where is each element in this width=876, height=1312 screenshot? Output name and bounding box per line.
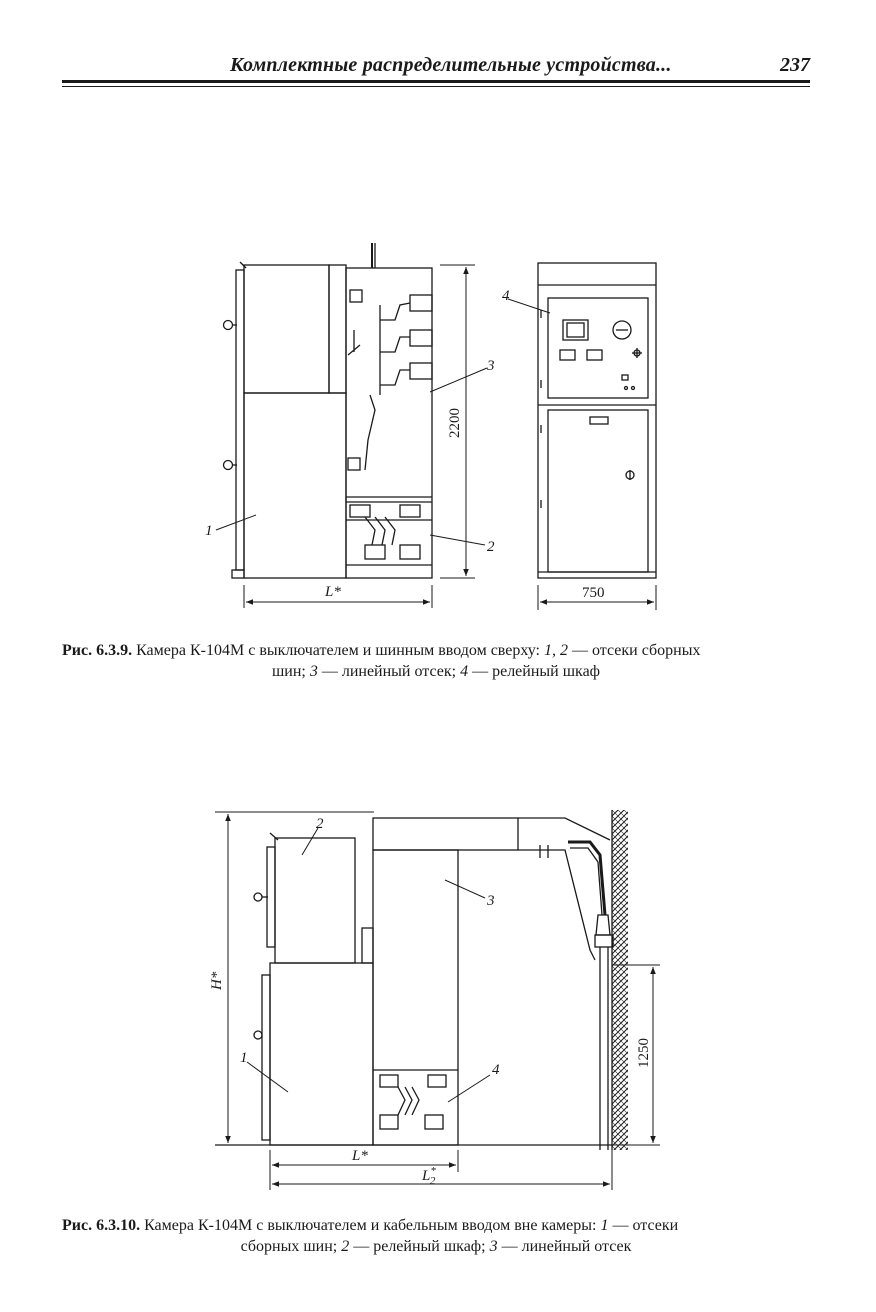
- figure1-dimensions: [216, 265, 656, 610]
- figure1-caption-label: Рис. 6.3.9.: [62, 642, 133, 659]
- figure1-caption: Рис. 6.3.9. Камера К-104М с выключателем и шинным вводом сверху: 1, 2 — отсеки сборных шин; 3 — линейный отсек; 4 — релейный шкаф: [62, 642, 701, 680]
- fig2-label-1: 1: [240, 1050, 248, 1066]
- fig2-dim-1250: 1250: [636, 1038, 652, 1068]
- fig2-label-2: 2: [316, 816, 324, 832]
- fig1-label-3: 3: [487, 358, 495, 374]
- figure1-side-view: [224, 243, 433, 578]
- figure2-dimensions: [215, 812, 660, 1190]
- fig1-dim-width: 750: [582, 585, 605, 601]
- fig2-label-4: 4: [492, 1062, 500, 1078]
- fig1-label-1: 1: [205, 523, 213, 539]
- fig1-label-4: 4: [502, 288, 510, 304]
- fig2-dim-length: L*: [352, 1148, 368, 1164]
- figure2-drawing: [215, 810, 628, 1150]
- fig2-dim-length2: L* 2: [422, 1165, 436, 1187]
- fig2-dim-height: H*: [209, 971, 225, 990]
- running-title: Комплектные распределительные устройства...: [230, 54, 672, 76]
- figure2-caption-label: Рис. 6.3.10.: [62, 1217, 141, 1234]
- fig2-label-3: 3: [487, 893, 495, 909]
- figure2-caption: Рис. 6.3.10. Камера К-104М с выключателем и кабельным вводом вне камеры: 1 — отсеки сборных шин; 2 — релейный шкаф; 3 — линейный отсек: [62, 1217, 679, 1255]
- fig1-label-2: 2: [487, 539, 495, 555]
- fig1-dim-height: 2200: [447, 408, 463, 438]
- figure1-front-view: [538, 263, 656, 578]
- figure1-labels: [205, 288, 605, 601]
- page-number: 237: [780, 54, 810, 76]
- fig1-dim-length: L*: [325, 584, 341, 600]
